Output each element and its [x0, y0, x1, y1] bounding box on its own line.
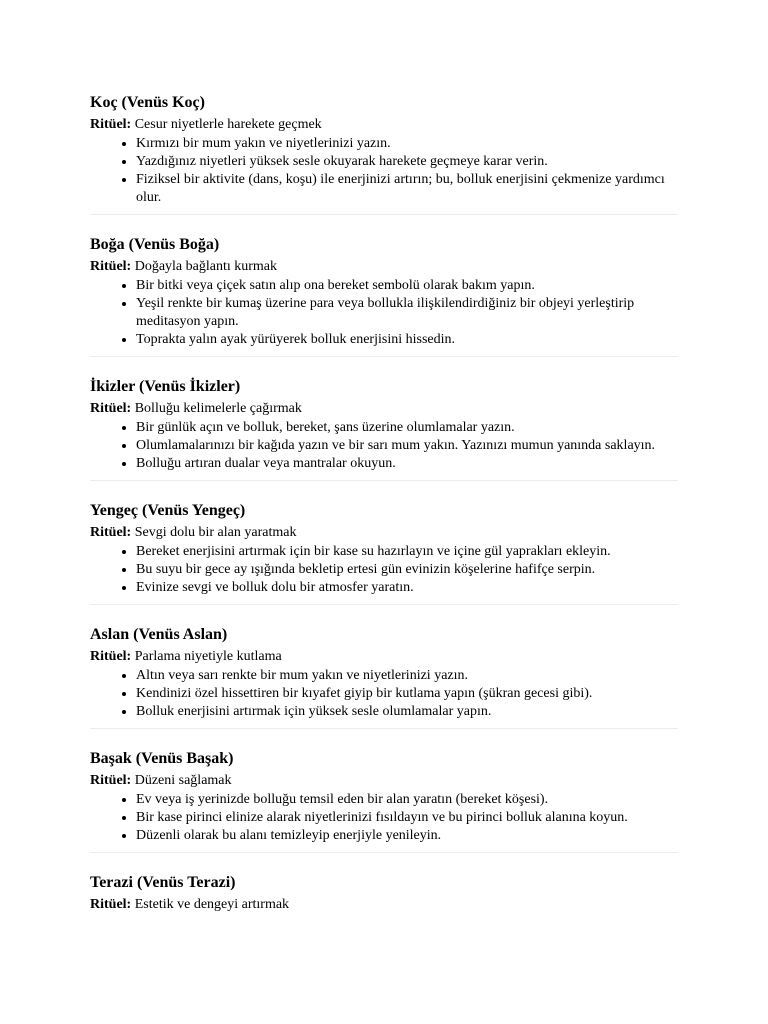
ritual-label: Ritüel: — [90, 525, 132, 540]
ritual-text: Sevgi dolu bir alan yaratmak — [134, 525, 297, 540]
list-item: • Yeşil renkte bir kumaş üzerine para veya bollukla ilişkilendirdiğiniz bir objeyi yerleştirip meditasyon yapın. — [136, 295, 678, 331]
ritual-text: Estetik ve dengeyi artırmak — [134, 897, 290, 912]
list-item: • Bolluk enerjisini artırmak için yüksek sesle olumlamalar yapın. — [136, 703, 678, 721]
zodiac-section — [90, 235, 678, 357]
list-item: • Bir kase pirinci elinize alarak niyetlerinizi fısıldayın ve bu pirinci bolluk alanına koyun. — [136, 809, 678, 827]
ritual-line — [90, 772, 678, 790]
list-item: • Kırmızı bir mum yakın ve niyetlerinizi yazın. — [136, 135, 678, 153]
ritual-line — [90, 116, 678, 134]
ritual-label: Ritüel: — [90, 897, 132, 912]
ritual-text: Cesur niyetlerle harekete geçmek — [134, 117, 322, 132]
list-item: • Olumlamalarınızı bir kağıda yazın ve bir sarı mum yakın. Yazınızı mumun yanında saklayın. — [136, 437, 678, 455]
ritual-steps-list — [90, 419, 678, 473]
list-item: • Fiziksel bir aktivite (dans, koşu) ile enerjinizi artırın; bu, bolluk enerjisini çekmenize yardımcı olur. — [136, 171, 678, 207]
ritual-line — [90, 258, 678, 276]
list-item: • Bolluğu artıran dualar veya mantralar okuyun. — [136, 455, 678, 473]
ritual-label: Ritüel: — [90, 773, 132, 788]
ritual-text: Parlama niyetiyle kutlama — [134, 649, 282, 664]
ritual-steps-list — [90, 543, 678, 597]
list-item: • Düzenli olarak bu alanı temizleyip enerjiyle yenileyin. — [136, 827, 678, 845]
document-content — [90, 93, 678, 942]
ritual-label: Ritüel: — [90, 259, 132, 274]
ritual-label: Ritüel: — [90, 401, 132, 416]
list-item: • Kendinizi özel hissettiren bir kıyafet giyip bir kutlama yapın (şükran gecesi gibi). — [136, 685, 678, 703]
ritual-line — [90, 648, 678, 666]
list-item: • Ev veya iş yerinizde bolluğu temsil eden bir alan yaratın (bereket köşesi). — [136, 791, 678, 809]
list-item: • Yazdığınız niyetleri yüksek sesle okuyarak harekete geçmeye karar verin. — [136, 153, 678, 171]
list-item: • Bu suyu bir gece ay ışığında bekletip ertesi gün evinizin köşelerine hafifçe serpin. — [136, 561, 678, 579]
ritual-steps-list — [90, 667, 678, 721]
ritual-text: Bolluğu kelimelerle çağırmak — [134, 401, 302, 416]
ritual-text: Düzeni sağlamak — [134, 773, 232, 788]
zodiac-section — [90, 93, 678, 215]
section-title: İkizler (Venüs İkizler) — [90, 378, 241, 395]
ritual-line — [90, 896, 678, 914]
list-item: • Toprakta yalın ayak yürüyerek bolluk enerjisini hissedin. — [136, 331, 678, 349]
zodiac-section — [90, 873, 678, 922]
list-item: • Bir bitki veya çiçek satın alıp ona bereket sembolü olarak bakım yapın. — [136, 277, 678, 295]
section-title: Aslan (Venüs Aslan) — [90, 626, 228, 643]
section-title: Başak (Venüs Başak) — [90, 750, 234, 767]
section-title: Terazi (Venüs Terazi) — [90, 874, 236, 891]
ritual-steps-list — [90, 135, 678, 207]
zodiac-section — [90, 625, 678, 729]
section-title: Boğa (Venüs Boğa) — [90, 236, 220, 253]
list-item: • Bereket enerjisini artırmak için bir kase su hazırlayın ve içine gül yaprakları ekleyin. — [136, 543, 678, 561]
list-item: • Bir günlük açın ve bolluk, bereket, şans üzerine olumlamalar yazın. — [136, 419, 678, 437]
ritual-line — [90, 400, 678, 418]
zodiac-section — [90, 501, 678, 605]
list-item: • Altın veya sarı renkte bir mum yakın ve niyetlerinizi yazın. — [136, 667, 678, 685]
zodiac-section — [90, 377, 678, 481]
ritual-line — [90, 524, 678, 542]
section-title: Yengeç (Venüs Yengeç) — [90, 502, 246, 519]
ritual-steps-list — [90, 791, 678, 845]
ritual-label: Ritüel: — [90, 117, 132, 132]
ritual-steps-list — [90, 277, 678, 349]
zodiac-section — [90, 749, 678, 853]
ritual-label: Ritüel: — [90, 649, 132, 664]
ritual-text: Doğayla bağlantı kurmak — [134, 259, 278, 274]
list-item: • Evinize sevgi ve bolluk dolu bir atmosfer yaratın. — [136, 579, 678, 597]
section-title: Koç (Venüs Koç) — [90, 94, 205, 111]
